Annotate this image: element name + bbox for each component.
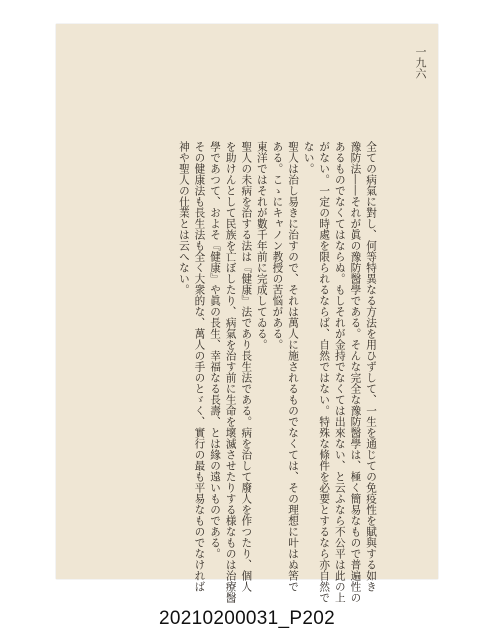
text-line: を助けんとして民族を亡ぼしたり、病氣を治す前に生命を壞滅させたりする様なものは治療醫 xyxy=(224,141,237,603)
text-line: 學であつて、およそ『健康』や眞の長生、幸福なる長壽、とは緣の遠いものである。 xyxy=(209,141,222,559)
text-line: ある。こゝにキャノン教授の苦悩がある。 xyxy=(271,141,284,350)
text-line: あるものでなくてはならぬ。もしそれが金持でなくては出來ない、と云ふなら不公平は此の上 xyxy=(333,141,346,603)
text-line: がない。一定の時處を限られるならば、自然ではない。特殊な條件を必要とするなら亦自然で xyxy=(318,141,331,603)
text-line: 東洋ではそれが數千年前に完成してゐる。 xyxy=(255,141,268,350)
book-page xyxy=(56,24,438,603)
image-caption: 20210200031_P202 xyxy=(159,608,335,629)
text-line: 聖人は治し易きに治すので、それは萬人に施されるものでなくては、その理想に叶はぬ筈で xyxy=(287,141,300,592)
vertical-text-block xyxy=(175,141,378,603)
text-line: ない。 xyxy=(302,141,315,174)
text-line: 全ての病氣に對し、何等特異なる方法を用ひずして、一生を通じての免疫性を賦與する如き xyxy=(365,141,377,592)
text-line: 神や聖人の仕業とは云へない。 xyxy=(177,141,190,295)
text-line: 豫防法――それが眞の豫防醫學である。そんな完全な豫防醫學は、極く簡易なもので普遍性の xyxy=(349,141,362,603)
page-number: 一九六 xyxy=(414,46,427,79)
text-line: その健康法も長生法も全く大衆的な、萬人の手のとゞく、實行の最も平易なものでなければ xyxy=(193,141,206,592)
text-line: 聖人の未病を治する法は『健康』法であり長生法である。病を治して廢人を作つたり、個人 xyxy=(240,141,253,592)
